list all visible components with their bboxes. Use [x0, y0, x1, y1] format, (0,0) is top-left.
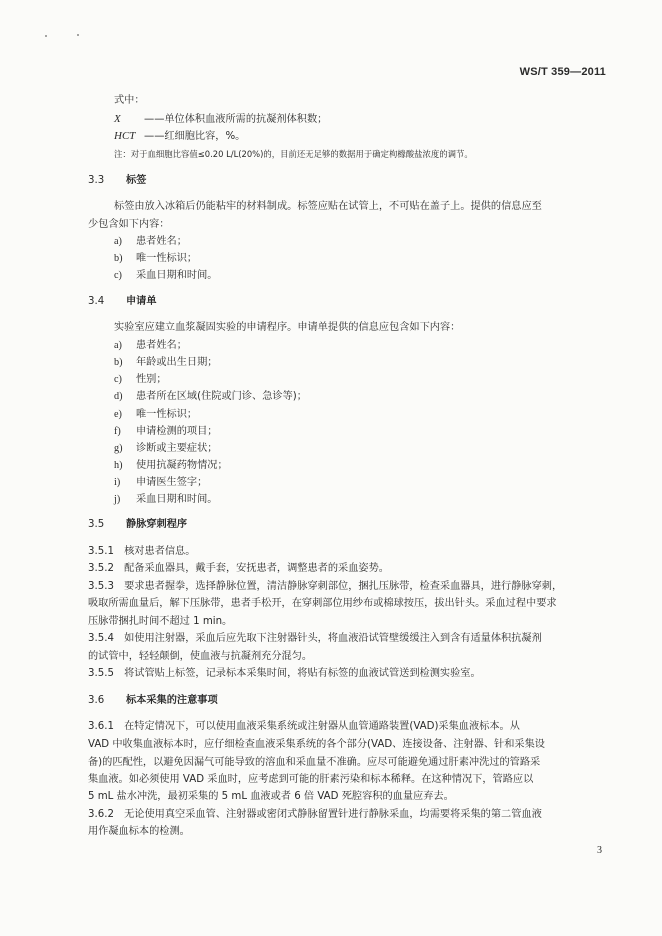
- list-label: a): [114, 236, 122, 247]
- list-item: [114, 235, 187, 249]
- clause-3-6-1-cont: 备)的匹配性，以避免因漏气可能导致的溶血和采血量不准确。应尽可能避免通过肝素冲洗过的管路采: [88, 757, 541, 768]
- section-title: 标签: [126, 175, 147, 186]
- list-item: [114, 356, 218, 370]
- list-item: [114, 339, 187, 353]
- list-text: 性别；: [136, 374, 167, 385]
- list-item: [114, 269, 218, 283]
- clause-3-6-2: 3.6.2 无论使用真空采血管、注射器或密闭式静脉留置针进行静脉采血，均需要将采集的第二管血液: [88, 809, 542, 820]
- list-item: [114, 252, 197, 266]
- formula-intro: 式中：: [114, 95, 145, 106]
- scan-speck: [45, 35, 47, 37]
- list-label: i): [114, 477, 121, 488]
- paragraph-line: 实验室应建立血浆凝固实验的申请程序。申请单提供的信息应包含如下内容：: [114, 322, 461, 333]
- x-symbol: X: [114, 113, 121, 125]
- list-label: j): [114, 494, 121, 505]
- clause-3-6-1: 3.6.1 在特定情况下，可以使用血液采集系统或注射器从血管通路装置(VAD)采集血液标本。从: [88, 721, 520, 732]
- list-label: f): [114, 426, 121, 437]
- list-label: c): [114, 374, 122, 385]
- list-label: h): [114, 460, 123, 471]
- list-item: [114, 425, 218, 439]
- list-text: 诊断或主要症状；: [136, 443, 218, 454]
- list-label: e): [114, 409, 122, 420]
- section-title: 标本采集的注意事项: [126, 695, 218, 706]
- clause-3-6-1-cont: VAD 中收集血液标本时，应仔细检查血液采集系统的各个部分(VAD、连接设备、注射器、针和采集设: [88, 739, 545, 750]
- list-item: [114, 373, 167, 387]
- section-heading-3-4: [88, 295, 157, 309]
- clause-3-5-2: 3.5.2 配备采血器具，戴手套，安抚患者，调整患者的采血姿势。: [88, 563, 389, 574]
- list-label: b): [114, 357, 123, 368]
- clause-3-5-3-cont: 吸取所需血量后，解下压脉带，患者手松开，在穿刺部位用纱布或棉球按压，拔出针头。采血过程中要求: [88, 598, 557, 609]
- formula-note: 注：对于血细胞比容值≤0.20 L/L(20%)的，目前还无足够的数据用于确定枸橼酸盐浓度的调节。: [114, 149, 473, 159]
- page-number: 3: [597, 845, 602, 856]
- list-text: 患者姓名；: [136, 236, 187, 247]
- list-text: 申请检测的项目；: [136, 426, 218, 437]
- list-text: 患者姓名；: [136, 340, 187, 351]
- section-number: 3.5: [88, 519, 105, 530]
- x-description: ——单位体积血液所需的抗凝剂体积数；: [144, 114, 328, 125]
- list-text: 采血日期和时间。: [136, 494, 218, 505]
- paragraph-line: 少包含如下内容：: [88, 219, 170, 230]
- hct-description: ——红细胞比容，%。: [144, 131, 246, 142]
- list-text: 使用抗凝药物情况；: [136, 460, 228, 471]
- section-heading-3-6: [88, 694, 218, 708]
- list-text: 唯一性标识；: [136, 253, 198, 264]
- list-text: 患者所在区域(住院或门诊、急诊等)；: [136, 391, 307, 402]
- list-item: [114, 459, 228, 473]
- list-item: [114, 476, 207, 490]
- section-number: 3.6: [88, 695, 105, 706]
- list-label: b): [114, 253, 123, 264]
- list-label: a): [114, 340, 122, 351]
- clause-3-6-1-cont: 集血液。如必须使用 VAD 采血时，应考虑到可能的肝素污染和标本稀释。在这种情况下，管路应以: [88, 774, 534, 785]
- list-item: [114, 442, 218, 456]
- list-item: [114, 408, 197, 422]
- clause-3-5-1: 3.5.1 核对患者信息。: [88, 546, 196, 557]
- list-text: 采血日期和时间。: [136, 270, 218, 281]
- clause-3-5-4: 3.5.4 如使用注射器，采血后应先取下注射器针头，将血液沿试管壁缓缓注入到含有适量体积抗凝剂: [88, 633, 542, 644]
- formula-x-row: [114, 112, 327, 127]
- formula-hct-row: [114, 129, 245, 144]
- clause-3-5-4-cont: 的试管中，轻轻颠倒，使血液与抗凝剂充分混匀。: [88, 651, 313, 662]
- section-number: 3.4: [88, 296, 105, 307]
- standard-code: WS/T 359—2011: [519, 66, 606, 78]
- list-text: 年龄或出生日期；: [136, 357, 218, 368]
- section-title: 申请单: [126, 296, 157, 307]
- hct-symbol: HCT: [114, 130, 136, 142]
- list-item: [114, 390, 307, 404]
- list-text: 申请医生签字；: [136, 477, 208, 488]
- clause-3-5-3-cont: 压脉带捆扎时间不超过 1 min。: [88, 616, 233, 627]
- list-label: g): [114, 443, 123, 454]
- section-heading-3-5: [88, 518, 187, 532]
- paragraph-line: 标签由放入冰箱后仍能粘牢的材料制成。标签应贴在试管上，不可贴在盖子上。提供的信息应至: [114, 201, 542, 212]
- clause-3-6-1-cont: 5 mL 盐水冲洗，最初采集的 5 mL 血液或者 6 倍 VAD 死腔容积的血量应弃去。: [88, 791, 454, 802]
- clause-3-5-3: 3.5.3 要求患者握拳，选择静脉位置，清洁静脉穿刺部位，捆扎压脉带，检查采血器具，进行静脉穿刺，: [88, 581, 563, 592]
- list-label: c): [114, 270, 122, 281]
- list-text: 唯一性标识；: [136, 409, 198, 420]
- section-title: 静脉穿刺程序: [126, 519, 188, 530]
- clause-3-5-5: 3.5.5 将试管贴上标签，记录标本采集时间，将贴有标签的血液试管送到检测实验室。: [88, 668, 481, 679]
- scan-speck: [77, 34, 79, 36]
- list-item: [114, 493, 218, 507]
- clause-3-6-2-cont: 用作凝血标本的检测。: [88, 826, 190, 837]
- list-label: d): [114, 391, 123, 402]
- section-heading-3-3: [88, 174, 146, 188]
- section-number: 3.3: [88, 175, 105, 186]
